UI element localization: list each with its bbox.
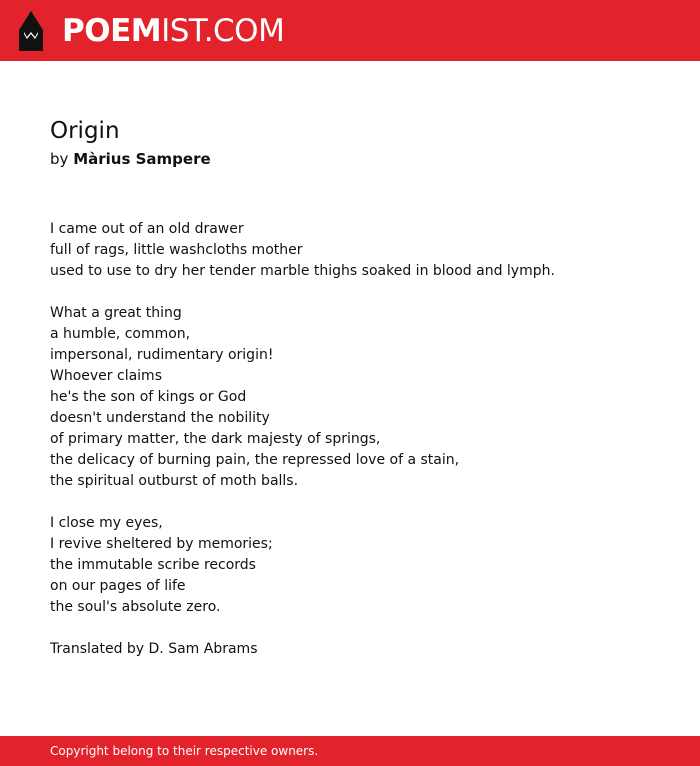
- translator-credit: Translated by D. Sam Abrams: [50, 641, 258, 657]
- byline: [50, 150, 211, 168]
- poem-line: on our pages of life: [50, 578, 186, 594]
- author-name: Màrius Sampere: [73, 150, 211, 168]
- stanza-break: [50, 492, 670, 513]
- poem-body: [50, 219, 670, 660]
- poem-line: I close my eyes,: [50, 515, 163, 531]
- poem-line: What a great thing: [50, 305, 182, 321]
- poem-line: the immutable scribe records: [50, 557, 256, 573]
- poem-line: of primary matter, the dark majesty of springs,: [50, 431, 381, 447]
- by-label: by: [50, 150, 69, 168]
- poem-line: doesn't understand the nobility: [50, 410, 270, 426]
- logo-bold-text: POEM: [62, 13, 162, 49]
- poem-line: I revive sheltered by memories;: [50, 536, 273, 552]
- poem-line: Whoever claims: [50, 368, 162, 384]
- site-header: [0, 0, 700, 61]
- poem-line: the delicacy of burning pain, the repressed love of a stain,: [50, 452, 460, 468]
- poem-line: the spiritual outburst of moth balls.: [50, 473, 299, 489]
- logo-light-text: IST.COM: [161, 13, 285, 49]
- poem-line: impersonal, rudimentary origin!: [50, 347, 274, 363]
- pencil-tip-icon: [18, 10, 44, 52]
- poem-line: full of rags, little washcloths mother: [50, 242, 303, 258]
- site-logo[interactable]: [62, 13, 284, 49]
- stanza-break: [50, 282, 670, 303]
- stanza-break: [50, 618, 670, 639]
- poem-line: he's the son of kings or God: [50, 389, 247, 405]
- poem-title: Origin: [50, 118, 120, 144]
- poem-line: used to use to dry her tender marble thighs soaked in blood and lymph.: [50, 263, 555, 279]
- poem-line: I came out of an old drawer: [50, 221, 244, 237]
- site-footer: [0, 736, 700, 766]
- copyright-text: Copyright belong to their respective owners.: [50, 744, 319, 758]
- poem-line: a humble, common,: [50, 326, 191, 342]
- poem-line: the soul's absolute zero.: [50, 599, 221, 615]
